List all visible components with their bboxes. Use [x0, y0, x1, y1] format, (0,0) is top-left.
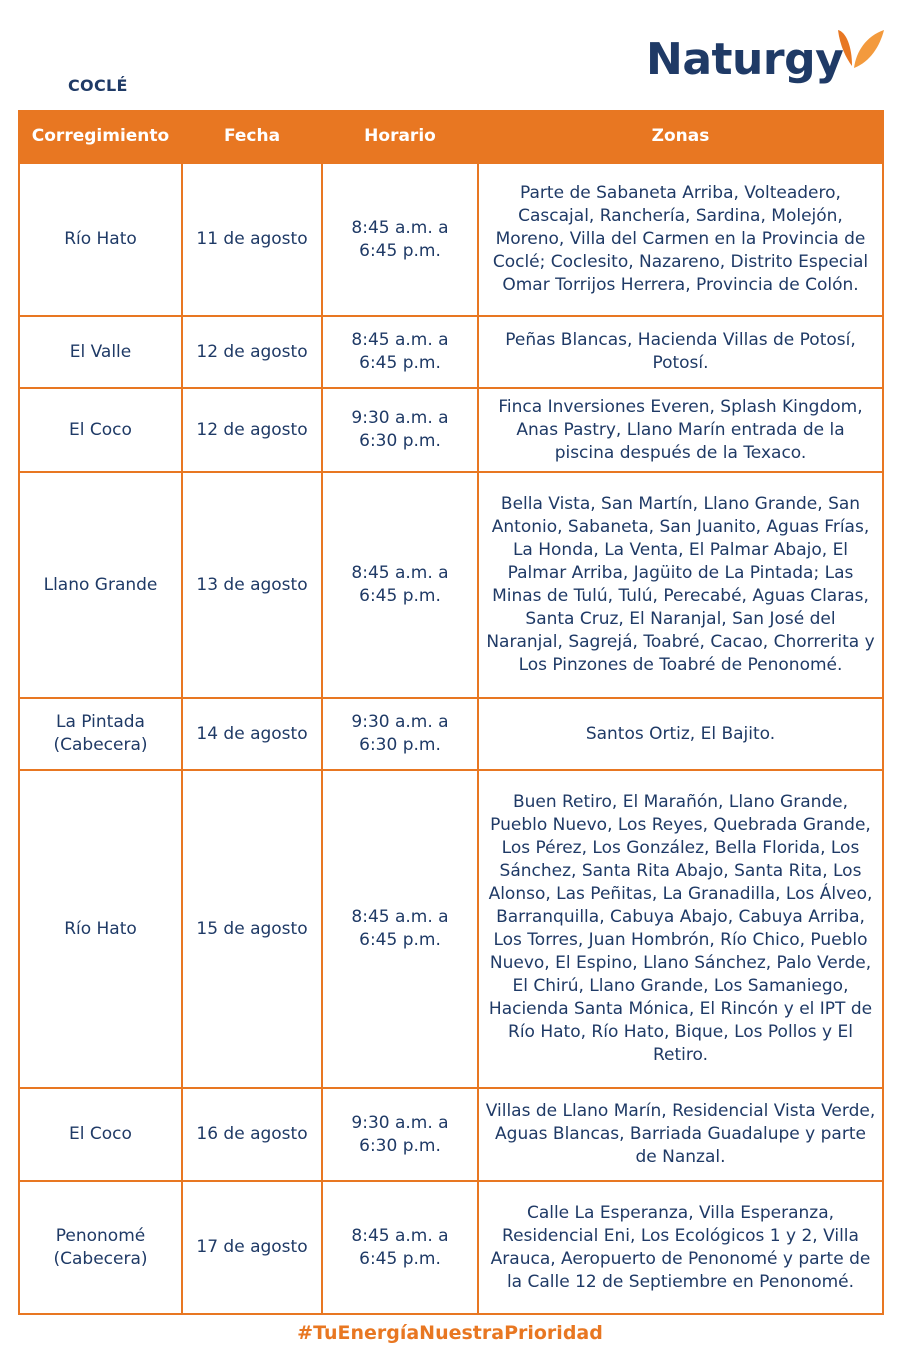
horario-cell: 8:45 a.m. a 6:45 p.m.	[322, 1181, 478, 1314]
corregimiento-cell: El Coco	[19, 1088, 182, 1181]
table-row	[19, 163, 883, 316]
region-title: COCLÉ	[68, 76, 128, 95]
table-row	[19, 1181, 883, 1314]
zonas-cell: Santos Ortiz, El Bajito.	[478, 698, 883, 770]
zonas-cell: Villas de Llano Marín, Residencial Vista Verde, Aguas Blancas, Barriada Guadalupe y parte de Nanzal.	[478, 1088, 883, 1181]
corregimiento-cell: Penonomé (Cabecera)	[19, 1181, 182, 1314]
header-zonas: Zonas	[478, 110, 883, 163]
fecha-cell: 15 de agosto	[182, 770, 322, 1088]
corregimiento-cell: Río Hato	[19, 163, 182, 316]
zonas-cell: Buen Retiro, El Marañón, Llano Grande, Pueblo Nuevo, Los Reyes, Quebrada Grande, Los Pérez, Los González, Bella Florida, Los Sánchez, Santa Rita Abajo, Santa Rita, Los Alonso, Las Peñitas, La Granadilla, Los Álveo, Barranquilla, Cabuya Abajo, Cabuya Arriba, Los Torres, Juan Hombrón, Río Chico, Pueblo Nuevo, El Espino, Llano Sánchez, Palo Verde, El Chirú, Llano Grande, Los Samaniego, Hacienda Santa Mónica, El Rincón y el IPT de Río Hato, Río Hato, Bique, Los Pollos y El Retiro.	[478, 770, 883, 1088]
corregimiento-cell: El Coco	[19, 388, 182, 472]
schedule-table	[18, 110, 884, 1315]
corregimiento-cell: Río Hato	[19, 770, 182, 1088]
horario-cell: 8:45 a.m. a 6:45 p.m.	[322, 770, 478, 1088]
horario-cell: 9:30 a.m. a 6:30 p.m.	[322, 698, 478, 770]
corregimiento-cell: La Pintada (Cabecera)	[19, 698, 182, 770]
fecha-cell: 11 de agosto	[182, 163, 322, 316]
zonas-cell: Calle La Esperanza, Villa Esperanza, Residencial Eni, Los Ecológicos 1 y 2, Villa Arauca, Aeropuerto de Penonomé y parte de la Calle 12 de Septiembre en Penonomé.	[478, 1181, 883, 1314]
fecha-cell: 14 de agosto	[182, 698, 322, 770]
header-horario: Horario	[322, 110, 478, 163]
corregimiento-cell: Llano Grande	[19, 472, 182, 698]
table-header	[19, 110, 883, 163]
zonas-cell: Bella Vista, San Martín, Llano Grande, San Antonio, Sabaneta, San Juanito, Aguas Frías, La Honda, La Venta, El Palmar Abajo, El Palmar Arriba, Jagüito de La Pintada; Las Minas de Tulú, Tulú, Perecabé, Aguas Claras, Santa Cruz, El Naranjal, San José del Naranjal, Sagrejá, Toabré, Cacao, Chorrerita y Los Pinzones de Toabré de Penonomé.	[478, 472, 883, 698]
table-row	[19, 1088, 883, 1181]
table-row	[19, 472, 883, 698]
horario-cell: 9:30 a.m. a 6:30 p.m.	[322, 388, 478, 472]
naturgy-logo	[646, 24, 886, 94]
fecha-cell: 13 de agosto	[182, 472, 322, 698]
hashtag-footer: #TuEnergíaNuestraPrioridad	[297, 1322, 603, 1344]
corregimiento-cell: El Valle	[19, 316, 182, 388]
horario-cell: 8:45 a.m. a 6:45 p.m.	[322, 316, 478, 388]
horario-cell: 8:45 a.m. a 6:45 p.m.	[322, 163, 478, 316]
horario-cell: 9:30 a.m. a 6:30 p.m.	[322, 1088, 478, 1181]
butterfly-icon	[836, 24, 886, 78]
zonas-cell: Parte de Sabaneta Arriba, Volteadero, Cascajal, Ranchería, Sardina, Molejón, Moreno, Villa del Carmen en la Provincia de Coclé; Coclesito, Nazareno, Distrito Especial Omar Torrijos Herrera, Provincia de Colón.	[478, 163, 883, 316]
header-fecha: Fecha	[182, 110, 322, 163]
fecha-cell: 17 de agosto	[182, 1181, 322, 1314]
fecha-cell: 12 de agosto	[182, 388, 322, 472]
table-row	[19, 316, 883, 388]
table-row	[19, 698, 883, 770]
brand-name: Naturgy	[646, 34, 844, 85]
zonas-cell: Finca Inversiones Everen, Splash Kingdom, Anas Pastry, Llano Marín entrada de la piscina después de la Texaco.	[478, 388, 883, 472]
zonas-cell: Peñas Blancas, Hacienda Villas de Potosí, Potosí.	[478, 316, 883, 388]
table-row	[19, 388, 883, 472]
fecha-cell: 12 de agosto	[182, 316, 322, 388]
horario-cell: 8:45 a.m. a 6:45 p.m.	[322, 472, 478, 698]
header-corregimiento: Corregimiento	[19, 110, 182, 163]
table-row	[19, 770, 883, 1088]
fecha-cell: 16 de agosto	[182, 1088, 322, 1181]
